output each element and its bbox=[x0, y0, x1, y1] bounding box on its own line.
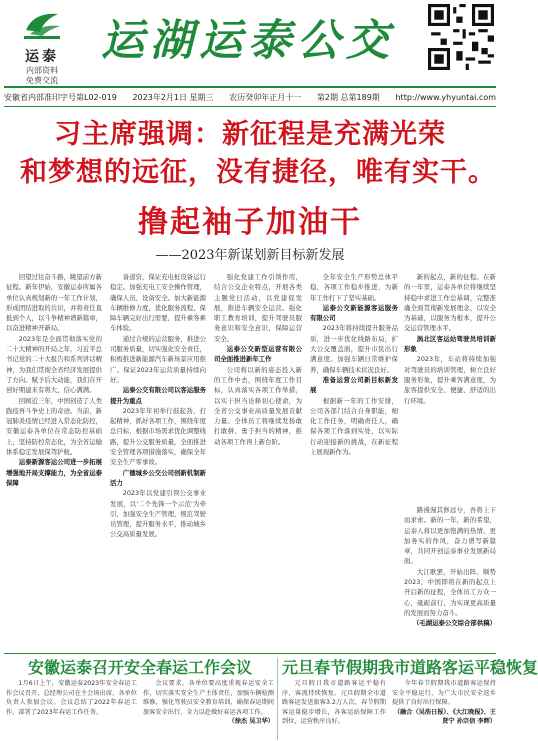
headline-line-1: 习主席强调：新征程是充满光荣 bbox=[54, 119, 446, 150]
paragraph: 大江歌罢，开始出阵。顺势2023，中国即将在新的起点上开启新的征程，全体员工万众一心，砥砺前行，为实现更高质量的发展而努力奋斗。 bbox=[404, 567, 496, 617]
paragraph: 会议要求，各单位要高度重视春运安全工作，切实落实安全生产主体责任，加强车辆检测维修，强化驾驶员安全教育培训，确保春运期间旅客安全出行，全力以赴做好春运各项工作。 bbox=[143, 680, 274, 716]
qr-code-icon bbox=[428, 4, 494, 70]
article-column-5-lower bbox=[404, 505, 496, 628]
story-signature: （徐杰 吴卫华） bbox=[228, 718, 274, 726]
kicker: ——2023年新谋划新目标新发展 bbox=[155, 248, 345, 263]
issue-date: 2023年2月1日 星期三 bbox=[132, 92, 214, 102]
section-heading: 运泰新源客运公司进一步拓展增强地开局支撑能力，为全省运泰保障 bbox=[6, 458, 102, 487]
article-column-3 bbox=[214, 272, 302, 652]
paragraph: 路漫漫其修远兮，吾将上下而求索。新的一年，新的希望，运泰人将以更加饱满的热情、更加务实的作风，奋力谱写新篇章，共同开创运泰事业发展新局面。 bbox=[404, 506, 496, 566]
logo-mark-icon bbox=[20, 6, 64, 40]
subhead: 撸起袖子加油干 bbox=[138, 205, 362, 240]
paragraph: 回顾近三年，中国创造了人类践疫再斗争史上的奇迹。当前，新冠肺炎疫情已经进入常态化防控，安徽运泰各单位在常态防控基础上，坚持防控常态化，为全省运输体系稳定发展保驾护航。 bbox=[6, 396, 102, 457]
story-body bbox=[282, 679, 496, 739]
article-column-4 bbox=[310, 272, 398, 652]
paragraph: 2023年，车站将持续加强对驾驶员的培训管理，树立良好服务形象，提升乘客满意度，为旅客提供安全、便捷、舒适的出行环境。 bbox=[404, 355, 496, 405]
story-title: 元旦春节假期我市道路客运平稳恢复 bbox=[282, 658, 538, 677]
story-body bbox=[6, 679, 274, 739]
article-signature: （毛湖运泰公交综合部供稿） bbox=[412, 619, 496, 628]
story-signature: （融合（吴浩日报）、《大江晚报》、王贤宁 孙宗信 李辉） bbox=[393, 708, 496, 726]
licence-number: 安徽省内部准印字号第L02-019 bbox=[4, 92, 117, 102]
paragraph: 1月6日上午，安徽运泰2023年安全春运工作会议召开，总经理公司在主会场出席，各单位负责人参加会议。会议总结了2022年春运工作，部署了2023年春运工作任务。 bbox=[6, 680, 137, 716]
lunar-date: 农历癸卯年正月十一 bbox=[229, 92, 302, 102]
paragraph: 通过合规的运营服务，推进公司服务质量，切实强化安全责任，积极推进新能源汽车新场景应用推广。保证2023年运营质量持续向好。 bbox=[110, 334, 206, 384]
paragraph: 回望过往奋斗路，眺望前方新征程。新年伊始，安徽运泰所属各单位认真规划新的一年工作计划，形成团结进取的共识，并将责任直抵到个人，以斗争精神谱新篇章，以奋进精神开新局。 bbox=[6, 273, 102, 333]
story-holiday-transport bbox=[282, 657, 538, 741]
issue-number: 第2期 总第189期 bbox=[316, 92, 380, 102]
article-column-5 bbox=[404, 272, 496, 512]
section-heading: 广德城乡公交公司创新机制新活力 bbox=[110, 468, 206, 487]
paragraph: 2023年是全面贯彻落实党的二十大精神的开局之年，习近平总书记党的二十大报告和系列讲话精神，为我们贯彻全省经济发展提供了方向。赋予后大动能，我们在开创好期建来有将大、信心满满。 bbox=[6, 334, 102, 395]
story-separator bbox=[277, 658, 278, 740]
paragraph: 2023年将持续提升服务品质，进一步优化线路布局，扩大公交覆盖面，提升市民出行满意度。加强车辆日常维护保养，确保车辆技术状况良好。 bbox=[310, 324, 398, 374]
article-column-2 bbox=[110, 272, 206, 652]
section-heading: 运泰公交新型运营有限公司全面推进新年工作 bbox=[214, 345, 302, 364]
paragraph: 元旦假日我市道路客运平稳有序，客流持续恢复。元旦假期全市道路客运发送旅客3.2万人次，春节假期客运量稳步增长，各客运站保障工作到位，运营秩序良好。 bbox=[282, 680, 386, 726]
paragraph: 2023年以党建引领公交事业发展，以'二个先锋一个示范'为牵引，加强安全生产管理，规范驾驶员管理，提升服务水平，推动城乡公交高质量发展。 bbox=[110, 489, 206, 539]
paragraph: 2023年年初举行鼓起劲、打起精神，抓好各项工作，围绕年度总目标，根据市场需求优化调整线路，提升公交服务质量，全面推进安全管理各项措施落实，确保全年安全生产零事故。 bbox=[110, 406, 206, 467]
paragraph: 今年春节假期我市道路客运保持安全平稳运行，为广大市民安全返乡提供了良好出行保障。 bbox=[392, 680, 496, 707]
paragraph: 新的起点，新的征程。在新的一年里，运泰各单位将继续坚持稳中求进工作总基调，完整准确全面贯彻新发展理念，以安全为基础，以服务为根本，提升公交运营管理水平。 bbox=[404, 273, 496, 333]
story-spring-safety-meeting bbox=[6, 657, 274, 741]
masthead-rule bbox=[4, 86, 496, 88]
logo-block bbox=[6, 6, 78, 85]
paragraph: 公司将以新的姿态投入新的工作中去，围绕年度工作目标，认真落实各项工作举措，以实干担当诠释初心使命，为全省公交事业高质量发展贡献力量。全体员工将继续发扬敢打敢拼、勇于担当的精神，推动各项工作再上新台阶。 bbox=[214, 365, 302, 446]
section-heading: 运泰公交新能源客运服务有限公司 bbox=[310, 303, 398, 323]
logo-sub-free: 免费交流 bbox=[26, 76, 58, 85]
paragraph: 备道资，保证充电桩设备运行稳定。加强充电工安全操作管理，确保人员、设备安全。加大新能源车辆维修力度，优化服务流程，保障车辆完好出行需要，提升乘客乘车体验。 bbox=[110, 273, 206, 333]
paragraph: 全年安全生产形势总体平稳，各项工作稳步推进，为新年工作打下了坚实基础。 bbox=[310, 273, 398, 302]
section-divider bbox=[4, 653, 496, 654]
paper-title: 运湖运泰公交 bbox=[101, 16, 395, 66]
article-column-1 bbox=[6, 272, 102, 652]
paragraph: 强化党建工作引领作用，结合公交企业特点，开展各类主题党日活动，以党建促发展，推进车辆安全运营。强化职工教育培训，提升驾驶员服务意识和安全意识，保障运营安全。 bbox=[214, 273, 302, 343]
headline-line-2: 和梦想的远征，没有捷径，唯有实干。 bbox=[20, 157, 496, 188]
paragraph: 根据新一年的工作安排，公司各部门结合自身职能，细化工作任务，明确责任人，确保各项工作落到实处，以实际行动迎接新的挑战，在新征程上展现新作为。 bbox=[310, 396, 398, 457]
story-title: 安徽运泰召开安全春运工作会议 bbox=[27, 658, 252, 677]
info-rule bbox=[4, 106, 496, 107]
website-url[interactable]: http://www.yhyuntai.com bbox=[395, 92, 496, 102]
masthead bbox=[0, 0, 500, 86]
section-heading: 准备运营公司新目标新发展 bbox=[310, 375, 398, 395]
section-heading: 涡北区客运站驾驶员培训新形象 bbox=[404, 334, 496, 354]
section-heading: 运泰公交有限公司以客运服务提升为重点 bbox=[110, 386, 206, 405]
logo-name: 运泰 bbox=[25, 49, 59, 65]
info-bar bbox=[4, 89, 496, 105]
headline bbox=[20, 116, 496, 192]
logo-sub-internal: 内部资料 bbox=[26, 66, 58, 75]
